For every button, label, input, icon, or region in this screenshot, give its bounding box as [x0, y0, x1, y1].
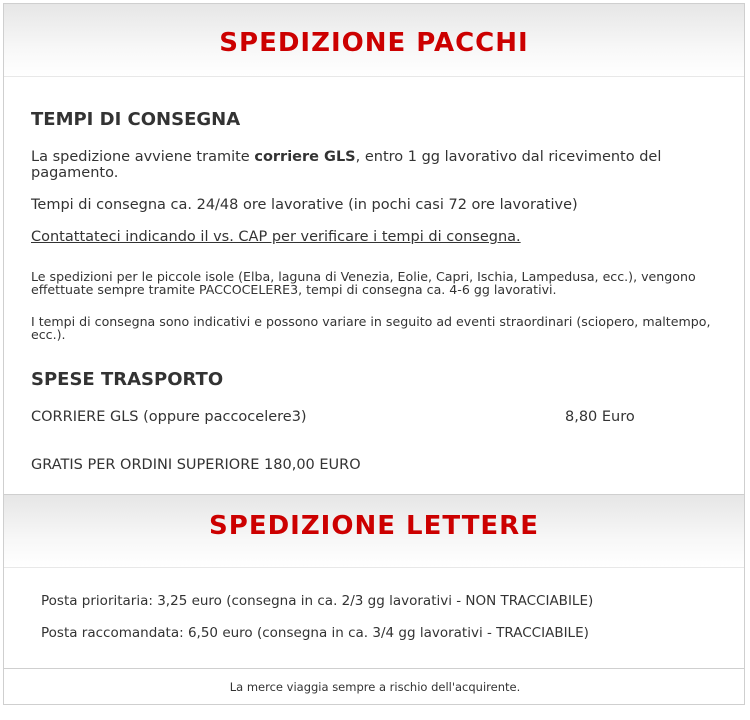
- gratis-text: GRATIS PER ORDINI SUPERIORE 180,00 EURO: [31, 457, 361, 473]
- raccomandata-text: Posta raccomandata: 6,50 euro (consegna in ca. 3/4 gg lavorativi - TRACCIABILE): [41, 625, 589, 641]
- contact-link[interactable]: Contattateci indicando il vs. CAP per verificare i tempi di consegna.: [31, 229, 521, 245]
- gls-paragraph: [31, 149, 721, 181]
- footer-divider: [4, 668, 744, 669]
- tempi-heading: TEMPI DI CONSEGNA: [31, 109, 241, 130]
- spese-price: 8,80 Euro: [565, 409, 635, 425]
- lettere-header: [4, 494, 744, 568]
- spese-label: CORRIERE GLS (oppure paccocelere3): [31, 409, 307, 425]
- gls-text-pre: La spedizione avviene tramite: [31, 149, 255, 165]
- gls-text-bold: corriere GLS: [254, 149, 356, 165]
- prioritaria-text: Posta prioritaria: 3,25 euro (consegna in ca. 2/3 gg lavorativi - NON TRACCIABILE): [41, 593, 594, 609]
- spese-heading: SPESE TRASPORTO: [31, 369, 224, 390]
- tempi-paragraph: Tempi di consegna ca. 24/48 ore lavorative (in pochi casi 72 ore lavorative): [31, 197, 578, 213]
- footer-note: La merce viaggia sempre a rischio dell'acquirente.: [229, 680, 521, 694]
- pacchi-header: [4, 4, 744, 77]
- pacchi-title: SPEDIZIONE PACCHI: [219, 28, 529, 58]
- indicativi-paragraph: I tempi di consegna sono indicativi e possono variare in seguito ad eventi straordinari (sciopero, maltempo, ecc.).: [31, 314, 711, 342]
- gls-text-post: , entro 1 gg lavorativo dal ricevimento del pagamento.: [31, 149, 662, 181]
- lettere-title: SPEDIZIONE LETTERE: [209, 511, 539, 541]
- isole-paragraph: Le spedizioni per le piccole isole (Elba, laguna di Venezia, Eolie, Capri, Ischia, Lampedusa, ecc.), vengono effettuate sempre tramite PACCOCELERE3, tempi di consegna ca. 4-6 gg lavorativi.: [31, 269, 696, 297]
